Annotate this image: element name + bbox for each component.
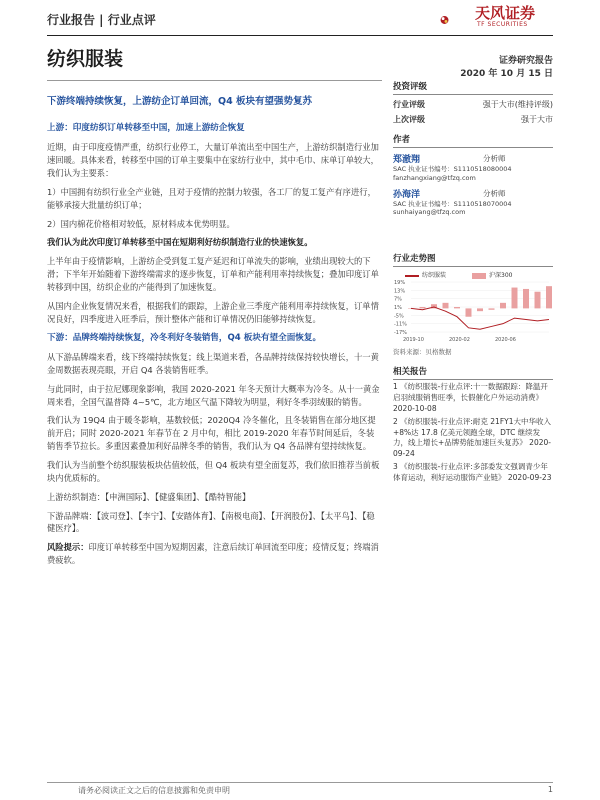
paragraph: 近期，由于印度疫情严重，纺织行业停工，大量订单流出至中国生产，上游纺织制造行业加速回暖。具体来看，转移至中国的订单主要集中在家纺行业中，其中毛巾、床单订单较大，我们认为主要系： <box>47 142 379 179</box>
tf-logo-icon <box>440 4 474 36</box>
y-tick-label: 1% <box>394 305 402 311</box>
paragraph: 上半年由于疫情影响，上游纺企受到复工复产延迟和订单流失的影响，业绩出现较大的下滑；下半年开始随着下游终端需求的逐步恢复，订单和产能利用率持续恢复；叠加印度订单转移到中国，纺织企业的产能得到了加速恢复。 <box>47 256 379 293</box>
footer-divider <box>47 782 553 783</box>
y-tick-label: -17% <box>394 330 407 336</box>
series-b-bar <box>489 308 495 309</box>
author-name: 郑澈翔 <box>393 155 421 165</box>
series-b-bar <box>477 308 483 311</box>
report-date: 2020 年 10 月 15 日 <box>460 69 553 79</box>
paragraph: 从下游品牌端来看，线下终端持续恢复；线上渠道来看，各品牌持续保持较快增长，十一黄金周数据表现亮眼，开启 Q4 各装销售旺季。 <box>47 351 379 375</box>
author-email: sunhaiyang@tfzq.com <box>393 208 466 217</box>
rating-title: 投资评级 <box>393 80 553 95</box>
legend-item-a <box>405 270 446 279</box>
series-b-bar <box>500 303 506 309</box>
author-card <box>393 187 553 218</box>
rating-panel <box>393 80 553 125</box>
author-role: 分析师 <box>483 188 506 198</box>
rating-key: 行业评级 <box>393 100 425 109</box>
paragraph: 下游品牌端：【波司登】、【李宁】、【安踏体育】、【南极电商】、【开润股份】、【太平鸟】、【稳健医疗】。 <box>47 510 375 534</box>
x-tick-label: 2020-06 <box>495 337 516 342</box>
author-name: 孙海洋 <box>393 189 421 200</box>
related-title: 相关报告 <box>393 365 553 380</box>
disclaimer-notice: 请务必阅读正文之后的信息披露和免责申明 <box>78 786 230 795</box>
authors-title: 作者 <box>393 133 553 148</box>
series-b-bar <box>466 308 472 316</box>
title-divider <box>47 80 382 81</box>
author-cert: SAC 执业证书编号：S1110518070004 <box>393 199 512 208</box>
legend-label-a: 纺织服装 <box>422 272 447 279</box>
related-panel <box>393 365 553 484</box>
legend-item-b <box>472 270 512 279</box>
rating-key: 上次评级 <box>393 115 425 124</box>
page-number: 1 <box>547 785 553 794</box>
section-downstream-title: 下游：品牌终端持续恢复，冷冬利好冬装销售，Q4 板块有望全面恢复。 <box>47 332 322 343</box>
rating-row-previous <box>393 114 553 125</box>
y-tick-label: -5% <box>394 313 404 320</box>
paragraph: 我们认为当前整个纺织服装板块估值较低，但 Q4 板块有望全面复苏，我们依旧推荐当前板块内优质标的。 <box>47 459 380 483</box>
paragraph: 2）国内棉花价格相对较低，原材料成本优势明显。 <box>47 218 235 229</box>
report-type: 证券研究报告 <box>498 56 553 66</box>
trend-chart <box>393 280 553 342</box>
rating-value: 强于大市 <box>521 115 553 124</box>
x-tick-label: 2019-10 <box>403 337 424 342</box>
y-tick-label: 13% <box>394 288 406 295</box>
y-tick-label: 7% <box>394 296 402 303</box>
author-cert: SAC 执业证书编号：S1110518080004 <box>393 165 512 173</box>
top-divider <box>47 35 553 36</box>
chart-source: 资料来源：贝格数据 <box>393 348 452 356</box>
report-category: 行业报告 | 行业点评 <box>47 13 156 27</box>
report-body <box>47 122 382 567</box>
series-b-bar <box>546 286 552 308</box>
chart-legend <box>405 270 512 279</box>
paragraph-emphasis: 我们认为此次印度订单转移至中国在短期利好纺织制造行业的快速恢复。 <box>47 237 313 248</box>
author-role: 分析师 <box>483 154 506 163</box>
logo-subtitle: TF SECURITIES <box>477 21 528 28</box>
paragraph: 上游纺织制造：【申洲国际】、【健盛集团】、【酷特智能】 <box>47 491 251 502</box>
risk-text: 印度订单转移至中国为短期因素，注意后续订单回流至印度；疫情反复；终端消费疲软。 <box>47 542 379 566</box>
y-tick-label: -11% <box>394 321 407 328</box>
series-b-bar <box>523 289 529 308</box>
rating-row-current <box>393 99 553 110</box>
series-b-bar <box>535 292 541 309</box>
related-report-item[interactable]: 1 《纺织服装-行业点评:十一数据跟踪：降温开启羽绒服销售旺季，长假催化户外运动消费》 2020-10-08 <box>393 382 548 413</box>
paragraph: 1）中国拥有纺织行业全产业链，且对于疫情的控制力较强，各工厂的复工复产有序进行，能够承接大批量纺织订单； <box>47 186 376 210</box>
related-report-item[interactable]: 3 《纺织服装-行业点评:多部委发文强调青少年体育运动，利好运动服饰产业链》 2020-09-23 <box>393 462 552 482</box>
section-upstream-title: 上游：印度纺织订单转移至中国，加速上游纺企恢复 <box>47 123 245 133</box>
related-report-item[interactable]: 2 《纺织服装-行业点评:耐克 21FY1大中华收入+8%达 17.8 亿美元领跑全球，DTC 继续发力，线上增长+品牌势能加速巨头复苏》 2020-09-24 <box>393 416 551 459</box>
series-b-bar <box>512 288 518 309</box>
rating-value: 强于大市(维持评级) <box>482 100 553 109</box>
report-headline: 下游终端持续恢复，上游纺企订单回流，Q4 板块有望强势复苏 <box>47 96 312 107</box>
y-tick-label: 19% <box>394 280 406 286</box>
x-tick-label: 2020-02 <box>449 337 470 342</box>
authors-panel <box>393 133 553 217</box>
series-b-bar <box>454 307 460 308</box>
paragraph: 我们认为 19Q4 由于暖冬影响，基数较低；2020Q4 冷冬催化，且冬装销售在部分地区提前开启；同时 2020-2021 年春节在 2 月中旬，相比 2019-2020 年春节时间延后，冬装销售季节拉长。多重因素叠加利好品牌冬季的销售，我们认为 Q4 各品牌有望持续恢复。 <box>47 415 376 452</box>
trend-chart-panel <box>393 252 553 267</box>
series-b-bar <box>420 307 426 308</box>
logo-name: 天风证券 <box>475 4 536 22</box>
paragraph: 从国内企业恢复情况来看，根据我们的跟踪，上游企业三季度产能利用率持续恢复，订单情况良好，四季度进入旺季后，预计整体产能和订单情况仍旧能够持续恢复。 <box>47 300 379 324</box>
series-b-bar <box>443 303 449 309</box>
author-email: fanzhangxiang@tfzq.com <box>393 173 476 182</box>
legend-label-b: 沪深300 <box>489 272 513 279</box>
chart-title: 行业走势图 <box>393 252 553 267</box>
paragraph: 与此同时，由于拉尼娜现象影响，我国 2020-2021 年冬天预计大概率为冷冬。从十一黄金周来看，全国气温普降 4~5℃，北方地区气温下降较为明显，利好冬季羽绒服的销售。 <box>47 383 380 407</box>
risk-label: 风险提示： <box>47 542 89 553</box>
risk-paragraph <box>47 541 382 567</box>
industry-title: 纺织服装 <box>47 48 124 70</box>
author-card <box>393 152 553 183</box>
